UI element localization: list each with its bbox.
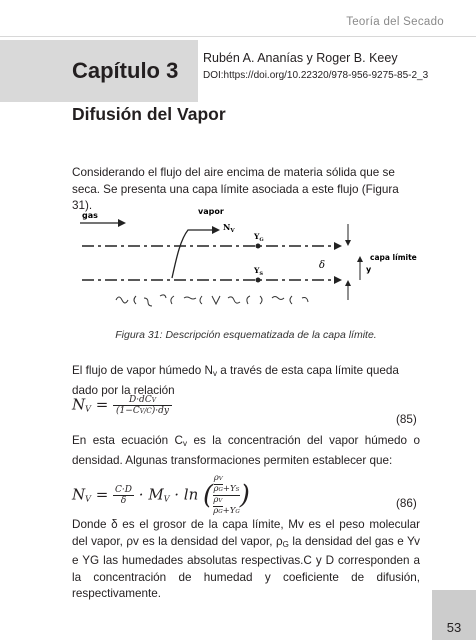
surface-line-arrow	[334, 276, 342, 284]
chapter-label: Capítulo 3	[72, 58, 179, 83]
paragraph-flux: El flujo de vapor húmedo $N_v$ a través de esta capa límite queda dado por la relación	[72, 364, 399, 397]
label-capa-limite: capa límite	[370, 253, 417, 262]
figure-caption: Figura 31: Descripción esquematizada de la capa límite.	[115, 329, 377, 341]
vapor-arrow-head	[212, 226, 220, 234]
label-vapor: vapor	[198, 207, 224, 216]
point-ys	[256, 278, 261, 283]
gas-arrow-head	[118, 219, 126, 227]
label-ys: $Y_S$	[254, 266, 263, 277]
vapor-flow-path	[172, 230, 212, 278]
paragraph-variables: Donde δ es el grosor de la capa límite, Mv es el peso molecular del vapor, ρv es la densidad del vapor, $\rho_G$ la densidad del gas e Yv e YG las humedades absolutas respectivas.C y D corresponden a la concentración de humedad y coeficiente de difusión, respectivamente.	[72, 518, 420, 601]
paragraph-intro: Considerando el flujo del aire encima de materia sólida que se seca. Se presenta una capa límite asociada a este flujo (Figura 31).	[72, 166, 399, 213]
label-yg: $Y_G$	[254, 232, 264, 243]
equation-85: $N_V$ = D·dCV (1−CV/C)·dy	[72, 395, 172, 416]
section-title: Difusión del Vapor	[72, 104, 226, 124]
boundary-layer-figure	[76, 200, 420, 324]
bulk-line-arrow	[334, 242, 342, 250]
solid-surface-marks	[116, 295, 308, 306]
equation-86-number: (86)	[396, 497, 417, 510]
header-divider	[0, 36, 476, 37]
chapter-authors: Rubén A. Ananías y Roger B. Keey	[203, 51, 398, 65]
label-y-axis: y	[366, 265, 372, 274]
chapter-doi: DOI:https://doi.org/10.22320/978-956-9275-85-2_3	[203, 70, 429, 81]
y-axis-arrow	[357, 256, 363, 262]
running-header-title: Teoría del Secado	[346, 16, 444, 28]
equation-85-number: (85)	[396, 413, 417, 426]
delta-arrow-top-head	[345, 240, 351, 246]
page-number: 53	[446, 620, 462, 635]
label-nv: $N_V$	[223, 222, 235, 234]
equation-86: $N_V$ = $\frac{C\cdot D}{\delta}$ · $M_V \cdot \ln$ ( $\frac{\rho V}{\rho G}$ +YS $\frac{\rho V}{\rho G}$ +YG )	[72, 473, 250, 516]
point-yg	[256, 244, 261, 249]
delta-arrow-bottom-head	[345, 280, 351, 286]
label-gas: gas	[82, 211, 98, 220]
label-delta: δ	[319, 260, 326, 271]
paragraph-concentration: En esta ecuación $C_v$ es la concentración del vapor húmedo o densidad. Algunas transformaciones permiten establecer que:	[72, 434, 420, 467]
